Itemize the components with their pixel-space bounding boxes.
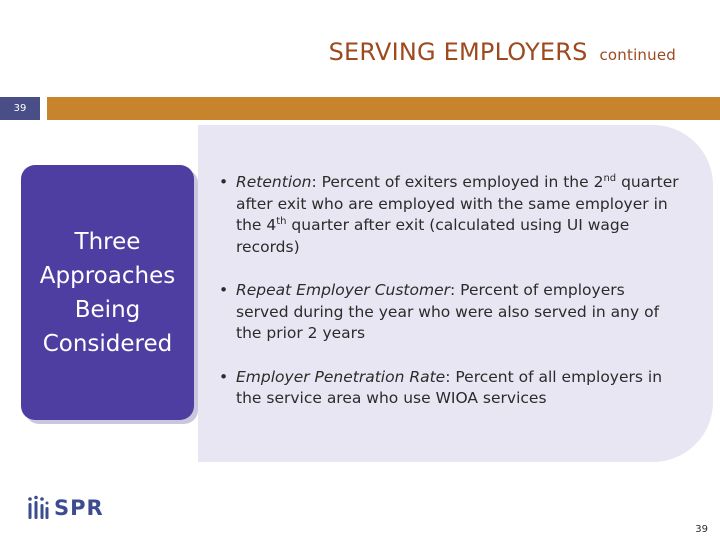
list-item-penetration-rate xyxy=(218,367,680,410)
approaches-list xyxy=(218,172,680,432)
accent-bar xyxy=(47,97,720,120)
bullet-superscript: th xyxy=(276,216,287,227)
spr-logo-text: SPR xyxy=(54,496,104,520)
approaches-card xyxy=(21,165,194,420)
slide-title xyxy=(329,38,676,66)
bullet-text: : Percent of all employers in the service area who use WIOA services xyxy=(236,367,663,407)
spr-logo-icon xyxy=(26,495,50,521)
spr-logo xyxy=(26,495,104,521)
bullet-text: quarter after exit who are employed with the same employer in the 4 xyxy=(236,173,679,234)
bullet-text: quarter after exit (calculated using UI wage records) xyxy=(236,216,630,256)
bullet-term: Retention xyxy=(236,173,312,191)
bullet-text: : Percent of employers served during the year who were also served in any of the prior 2 years xyxy=(236,281,660,342)
list-item-repeat-employer xyxy=(218,280,680,345)
slide-title-suffix: continued xyxy=(599,46,676,64)
list-item-retention xyxy=(218,172,680,258)
slide-number-badge: 39 xyxy=(0,97,40,120)
bullet-text: : Percent of exiters employed in the 2 xyxy=(311,173,604,191)
bullet-term: Repeat Employer Customer xyxy=(236,281,451,299)
bullet-term: Employer Penetration Rate xyxy=(236,367,446,386)
approaches-card-text: Three Approaches Being Considered xyxy=(39,228,176,357)
bullet-superscript: nd xyxy=(603,173,617,184)
slide-number-footer: 39 xyxy=(695,524,708,535)
slide-title-main: SERVING EMPLOYERS xyxy=(328,38,588,66)
